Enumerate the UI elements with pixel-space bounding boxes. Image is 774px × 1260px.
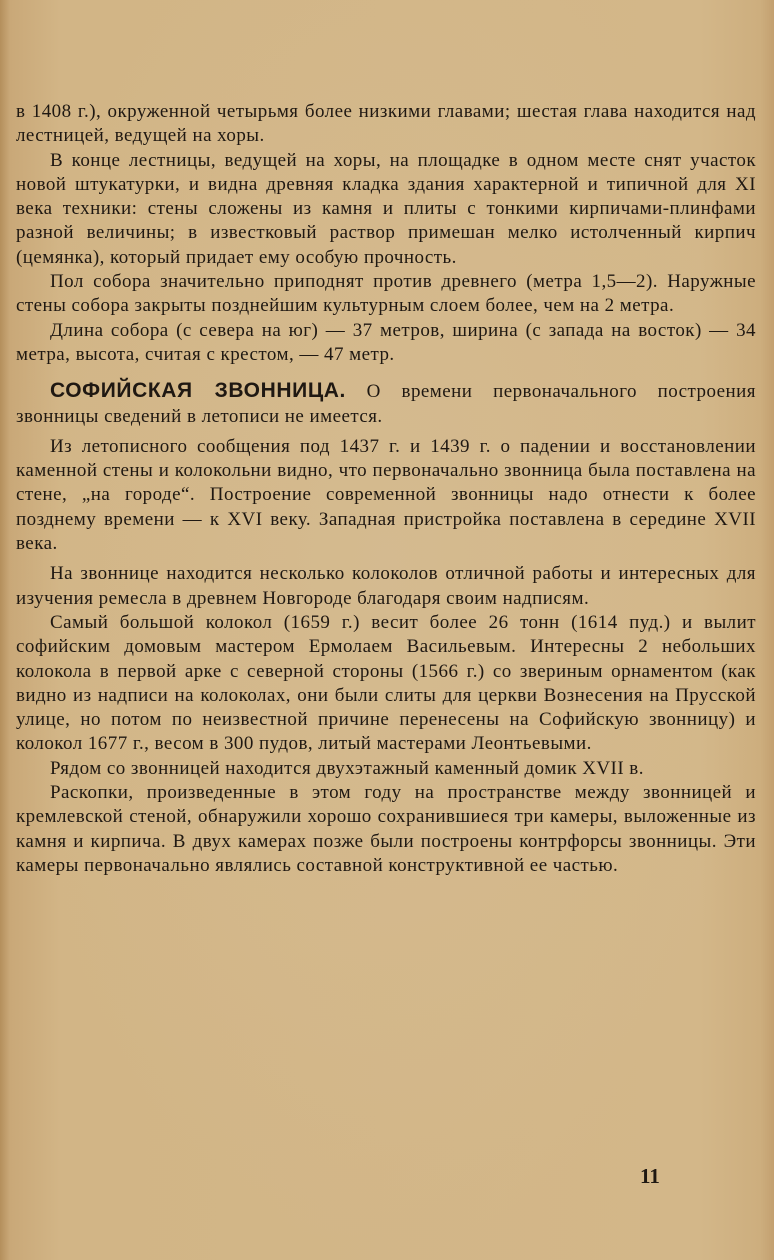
- paragraph-house: Рядом со звонницей находится двухэтажный каменный домик XVII в.: [50, 757, 644, 779]
- paragraph-chronicle: Из летописного сообщения под 1437 г. и 1439 г. о падении и восстановлении каменной стены и колокольни видно, что первоначально звонница была поставлена на стене, „на городе“. Построение современной звонницы надо отнести к более позднему времени — к XVI веку. Западная пристройка поставлена в середине XVII века.: [16, 435, 756, 555]
- section-heading: СОФИЙСКАЯ ЗВОННИЦА.: [50, 379, 346, 403]
- section-intro-text: О времени первоначального построения звонницы сведений в летописи не имеется.: [16, 381, 756, 427]
- paragraph-bells-details: Самый большой колокол (1659 г.) весит более 26 тонн (1614 пуд.) и вылит софийским домовым мастером Ермолаем Васильевым. Интересны 2 небольших колокола в первой арке с северной стороны (1566 г.) со звериным орнаментом (как видно из надписи на колоколах, они были слиты для церкви Вознесения на Прусской улице, но потом по неизвестной причине перенесены на Софийскую звонницу) и колокол 1677 г., весом в 300 пудов, литый мастерами Леонтьевыми.: [16, 611, 756, 755]
- paragraph-excavations: Раскопки, произведенные в этом году на пространстве между звонницей и кремлевской стеной, обнаружили хорошо сохранившиеся три камеры, выложенные из камня и кирпича. В двух камерах позже были построены контрфорсы звонницы. Эти камеры первоначально являлись составной конструктивной ее частью.: [16, 782, 756, 876]
- paragraph-floor-level: Пол собора значительно приподнят против древнего (метра 1,5—2). Наружные стены собора закрыты позднейшим культурным слоем более, чем на 2 метра.: [16, 271, 756, 317]
- paragraph-staircase-masonry: В конце лестницы, ведущей на хоры, на площадке в одном месте снят участок новой штукатурки, и видна древняя кладка здания характерной и типичной для XI века техники: стены сложены из камня и плиты с тонкими кирпичами-плинфами разной величины; в известковый раствор примешан мелко истолченный кирпич (цемянка), который придает ему особую прочность.: [16, 149, 756, 268]
- body-text: [16, 100, 756, 878]
- section-intro-paragraph: [16, 379, 756, 429]
- paragraph-cathedral-domes: в 1408 г.), окруженной четырьмя более низкими главами; шестая глава находится над лестницей, ведущей на хоры.: [16, 101, 756, 147]
- paragraph-bells-overview: На звоннице находится несколько колоколов отличной работы и интересных для изучения ремесла в древнем Новгороде благодаря своим надписям.: [16, 563, 756, 609]
- paragraph-dimensions: Длина собора (с севера на юг) — 37 метров, ширина (с запада на восток) — 34 метра, высота, считая с крестом, — 47 метр.: [16, 319, 756, 365]
- page-number: 11: [640, 1164, 660, 1188]
